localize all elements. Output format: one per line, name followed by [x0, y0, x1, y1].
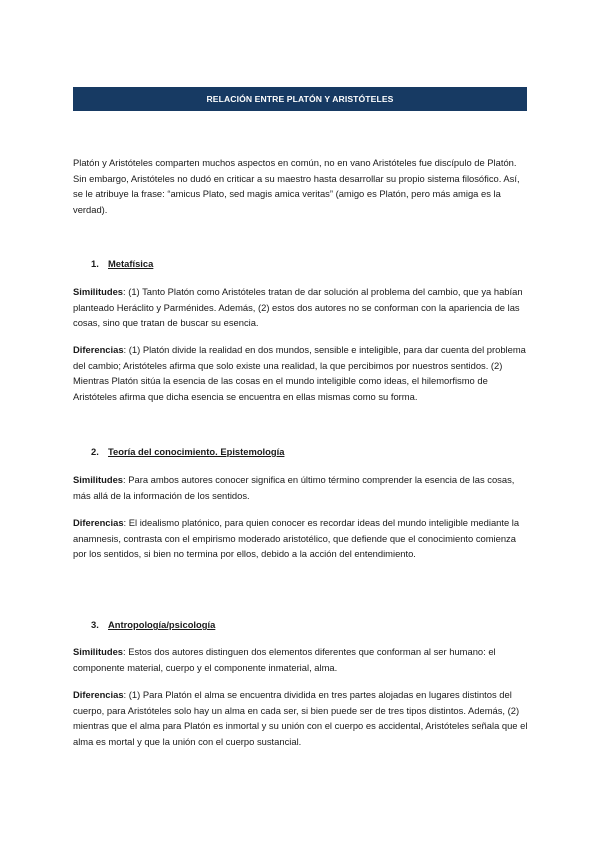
section-heading-antropologia [91, 618, 215, 632]
differences-paragraph [73, 342, 529, 404]
section-number: 3. [91, 619, 99, 630]
differences-label: Diferencias [73, 344, 124, 355]
differences-label: Diferencias [73, 517, 124, 528]
section-heading-metafisica [91, 257, 153, 271]
intro-paragraph: Platón y Aristóteles comparten muchos aspectos en común, no en vano Aristóteles fue discípulo de Platón. Sin embargo, Aristóteles no dudó en criticar a su maestro hasta desarrollar su propio sistema filosófico. Así, se le atribuye la frase: “amicus Plato, sed magis amica veritas” (amigo es Platón, pero más amiga es la verdad). [73, 157, 520, 215]
differences-label: Diferencias [73, 689, 124, 700]
section-title: Antropología/psicología [108, 619, 216, 630]
section-number: 1. [91, 258, 99, 269]
section-heading-epistemologia [91, 445, 284, 459]
similarities-text: : (1) Tanto Platón como Aristóteles tratan de dar solución al problema del cambio, que ya habían planteado Heráclito y Parménides. Además, (2) estos dos autores no se conforman con la apariencia de las cosas, sino que tratan de buscar su esencia. [73, 286, 523, 329]
similarities-text: : Para ambos autores conocer significa en último término comprender la esencia de las cosas, más allá de la información de los sentidos. [73, 474, 515, 501]
differences-paragraph [73, 687, 529, 749]
differences-text: : El idealismo platónico, para quien conocer es recordar ideas del mundo inteligible mediante la anamnesis, contrasta con el empirismo moderado aristotélico, que defiende que el conocimiento comienza por los sentidos, si bien no termina por ellos, debido a la acción del entendimiento. [73, 517, 520, 560]
similarities-label: Similitudes [73, 286, 124, 297]
title-banner [73, 87, 527, 111]
section-title: Teoría del conocimiento. Epistemología [108, 446, 285, 457]
similarities-paragraph [73, 472, 529, 503]
page-title: RELACIÓN ENTRE PLATÓN Y ARISTÓTELES [206, 94, 394, 104]
similarities-label: Similitudes [73, 474, 124, 485]
similarities-paragraph [73, 644, 529, 675]
section-title: Metafísica [108, 258, 154, 269]
differences-text: : (1) Platón divide la realidad en dos mundos, sensible e inteligible, para dar cuenta del problema del cambio; Aristóteles afirma que solo existe una realidad, la que percibimos por nuestros sentidos. (2) Mientras Platón sitúa la esencia de las cosas en el mundo inteligible como ideas, el hilemorfismo de Aristóteles afirma que dicha esencia se encuentra en ellas mismas como su forma. [73, 344, 526, 402]
similarities-label: Similitudes [73, 646, 124, 657]
differences-text: : (1) Para Platón el alma se encuentra dividida en tres partes alojadas en lugares distintos del cuerpo, para Aristóteles solo hay un alma en cada ser, si bien puede ser de tres tipos distintos. Además, (2) mientras que el alma para Platón es inmortal y su unión con el cuerpo es accidental, Aristóteles señala que el alma es mortal y que la unión con el cuerpo sustancial. [73, 689, 528, 747]
similarities-text: : Estos dos autores distinguen dos elementos diferentes que conforman al ser humano: el componente material, cuerpo y el componente inmaterial, alma. [73, 646, 496, 673]
similarities-paragraph [73, 284, 529, 331]
section-number: 2. [91, 446, 99, 457]
differences-paragraph [73, 515, 529, 562]
